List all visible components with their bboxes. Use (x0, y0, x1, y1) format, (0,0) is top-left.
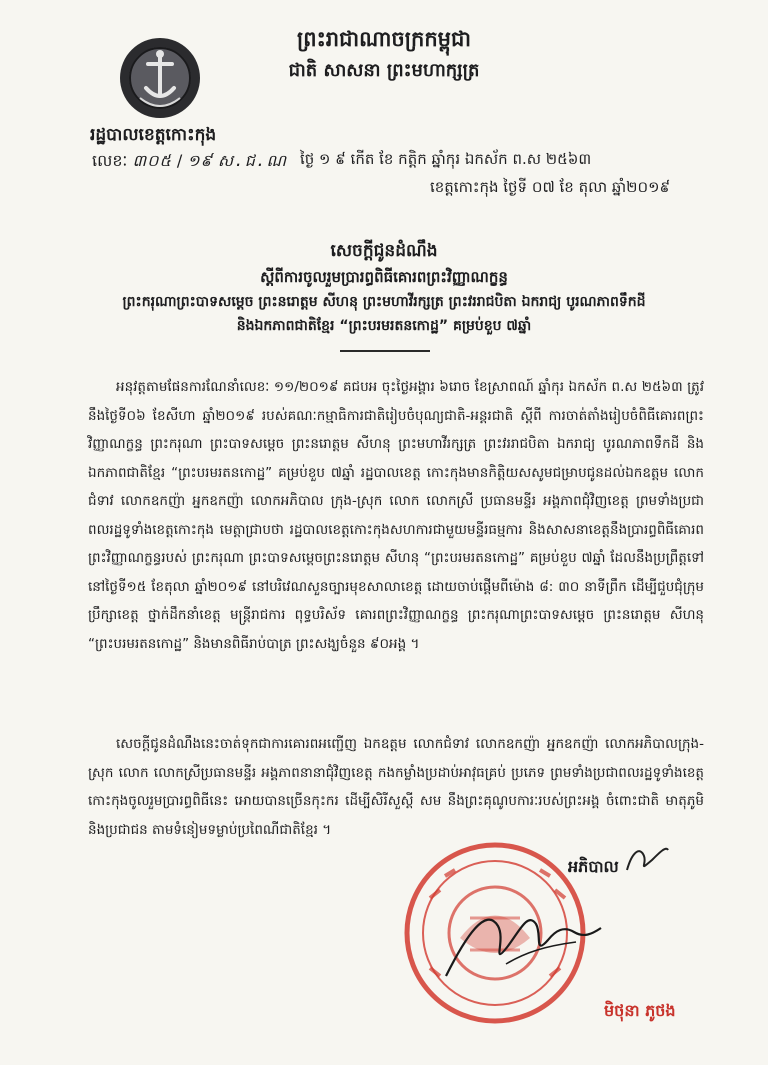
body-paragraph-1: អនុវត្តតាមផែនការណែនាំលេខៈ ១១/២០១៩ គជបអ ចុះថ្ងៃអង្គារ ៦រោច ខែស្រាពណ៍ ឆ្នាំកុរ ឯកស័ក ព.ស ២៥៦៣ ត្រូវនឹងថ្ងៃទី០៦ ខែសីហា ឆ្នាំ២០១៩ របស់គណៈកម្មាធិការជាតិរៀបចំបុណ្យជាតិ-អន្តរជាតិ ស្តីពី ការចាត់តាំងរៀបចំពិធីគោរពព្រះវិញ្ញាណក្ខន្ធ ព្រះករុណា ព្រះបាទសម្តេច ព្រះនរោត្តម សីហនុ ព្រះមហាវីរក្សត្រ ព្រះវររាជបិតា ឯករាជ្យ បូរណភាពទឹកដី និងឯកភាពជាតិខ្មែរ “ព្រះបរមរតនកោដ្ឋ” គម្រប់ខួប ៧ឆ្នាំ រដ្ឋបាលខេត្ត កោះកុងមានកិត្តិយសសូមជម្រាបជូនដល់ឯកឧត្តម លោកជំទាវ លោកឧកញ៉ា អ្នកឧកញ៉ា លោកអភិបាល ក្រុង-ស្រុក លោក លោកស្រី ប្រធានមន្ទីរ អង្គភាពជុំវិញខេត្ត ព្រមទាំងប្រជាពលរដ្ឋទូទាំងខេត្តកោះកុង មេត្តាជ្រាបថា រដ្ឋបាលខេត្តកោះកុងសហការជាមួយមន្ទីរធម្មការ និងសាសនាខេត្តនឹងប្រារព្ធពិធីគោរព ព្រះវិញ្ញាណក្ខន្ធរបស់ ព្រះករុណា ព្រះបាទសម្តេចព្រះនរោត្តម សីហនុ “ព្រះបរមរតនកោដ្ឋ” គម្រប់ខួប ៧ឆ្នាំ ដែលនឹងប្រព្រឹត្តទៅនៅថ្ងៃទី១៥ ខែតុលា ឆ្នាំ២០១៩ នៅបរិវេណសួនច្បារមុខសាលាខេត្ត ដោយចាប់ផ្តើមពីម៉ោង ៨: ៣០ នាទីព្រឹក ដើម្បីជួបជុំក្រុមប្រឹក្សាខេត្ត ថ្នាក់ដឹកនាំខេត្ត មន្ត្រីរាជការ ពុទ្ធបរិស័ទ គោរពព្រះវិញ្ញាណក្ខន្ធ ព្រះករុណាព្រះបាទសម្តេច ព្រះនរោត្តម សីហនុ “ព្រះបរមរតនកោដ្ឋ” និងមានពិធីរាប់បាត្រ ព្រះសង្ឃចំនួន ៩០អង្គ ។ (88, 379, 704, 652)
signer-title: អភិបាល (568, 857, 619, 876)
ref-code-handwritten: ស.ជ.ណ (217, 151, 288, 170)
solar-date: ខេត្តកោះកុង ថ្ងៃទី ០៧ ខែ តុលា ឆ្នាំ២០១៩ (430, 178, 671, 196)
signer-name: មិថុនា ភូថង (604, 1001, 676, 1020)
national-motto: ជាតិ សាសនា ព្រះមហាក្សត្រ (288, 60, 480, 81)
lunar-date: ថ្ងៃ ១ ៩ កើត ខែ កត្តិក ឆ្នាំកុរ ឯកស័ក ព.ស ២៥៦៣ (300, 150, 592, 168)
body-paragraph-2: សេចក្តីជូនដំណឹងនេះចាត់ទុកជាការគោរពអញ្ជើញ ឯកឧត្តម លោកជំទាវ លោកឧកញ៉ា អ្នកឧកញ៉ា លោកអភិបាលក្រុង-ស្រុក លោក លោកស្រីប្រធានមន្ទីរ អង្គភាពនានាជុំវិញខេត្ត កងកម្លាំងប្រដាប់អាវុធគ្រប់ ប្រភេទ ព្រមទាំងប្រជាពលរដ្ឋទូទាំងខេត្តកោះកុងចូលរួមប្រារព្ធពិធីនេះ អោយបានច្រើនកុះករ ដើម្បីសិរីសួស្តី សម នឹងព្រះគុណូបការៈរបស់ព្រះអង្គ ចំពោះជាតិ មាតុភូមិ និងប្រជាជន តាមទំនៀមទម្លាប់ប្រពៃណីជាតិខ្មែរ ។ (88, 736, 704, 838)
reference-number: លេខៈ ៣០៥ / ១៩ ស.ជ.ណ (92, 151, 288, 170)
ref-label: លេខៈ (92, 151, 128, 170)
notice-title (0, 238, 768, 338)
title-line-1: សេចក្តីជូនដំណឹង (330, 241, 438, 261)
kingdom-heading: ព្រះរាជាណាចក្រកម្ពុជា (296, 26, 471, 51)
initials-icon (622, 842, 672, 876)
ref-year-handwritten: ១៩ (187, 151, 213, 170)
issuing-administration: រដ្ឋបាលខេត្តកោះកុង (90, 125, 217, 145)
title-line-4: និងឯកភាពជាតិខ្មែរ “ព្រះបរមរតនកោដ្ឋ” គម្រប់ខួប ៧ឆ្នាំ (236, 318, 532, 334)
title-divider (340, 350, 430, 352)
ref-number-handwritten: ៣០៥ (132, 151, 172, 170)
title-line-3: ព្រះករុណាព្រះបាទសម្តេច ព្រះនរោត្តម សីហនុ ព្រះមហាវីរក្សត្រ ព្រះវររាជបិតា ឯករាជ្យ បូរណភាពទឹកដី (122, 294, 646, 310)
title-line-2: ស្តីពីការចូលរួមប្រារព្ធពិធីគោរពព្រះវិញ្ញាណក្ខន្ធ (260, 268, 508, 286)
handwritten-signature-icon (436, 876, 606, 986)
